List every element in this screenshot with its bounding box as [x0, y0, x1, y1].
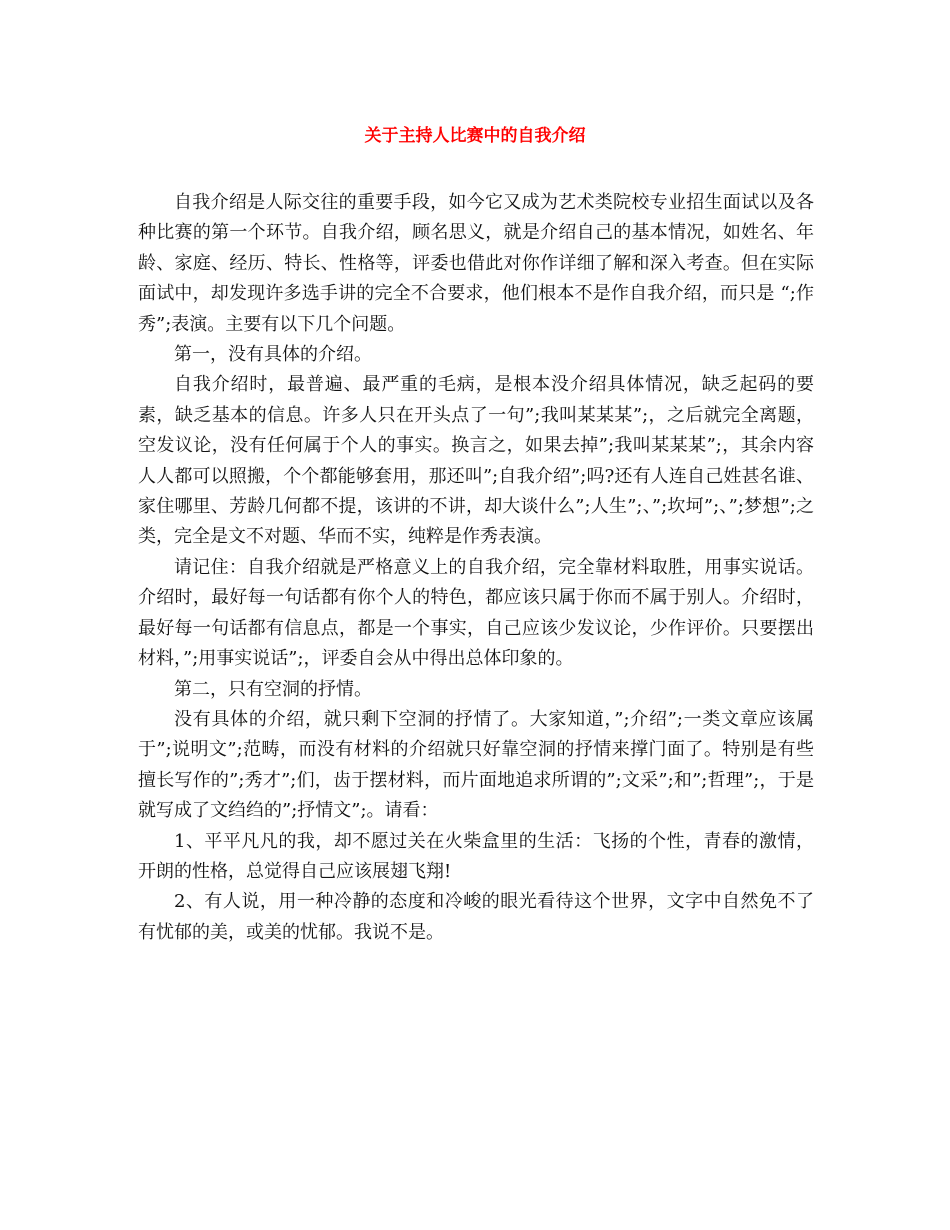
paragraph-intro: 自我介绍是人际交往的重要手段，如今它又成为艺术类院校专业招生面试以及各种比赛的第一个环节。自我介绍，顾名思义，就是介绍自己的基本情况，如姓名、年龄、家庭、经历、特长、性格等，评委也借此对你作详细了解和深入考查。但在实际面试中，却发现许多选手讲的完全不合要求，他们根本不是作自我介绍，而只是 “;作秀”;表演。主要有以下几个问题。 [138, 192, 814, 335]
paragraph-example-2: 2、有人说，用一种冷静的态度和冷峻的眼光看待这个世界，文字中自然免不了有忧郁的美，或美的忧郁。我说不是。 [138, 891, 814, 943]
paragraph-heading-1: 第一，没有具体的介绍。 [174, 344, 372, 366]
paragraph-remember: 请记住：自我介绍就是严格意义上的自我介绍，完全靠材料取胜，用事实说话。介绍时，最好每一句话都有你个人的特色，都应该只属于你而不属于别人。介绍时，最好每一句话都有信息点，都是一个事实，自己应该少发议论，少作评价。只要摆出材料，”;用事实说话”;，评委自会从中得出总体印象的。 [138, 556, 814, 670]
document-title: 关于主持人比赛中的自我介绍 [364, 126, 586, 146]
paragraph-point-1: 自我介绍时，最普遍、最严重的毛病，是根本没介绍具体情况，缺乏起码的要素，缺乏基本的信息。许多人只在开头点了一句”;我叫某某某”;，之后就完全离题，空发议论，没有任何属于个人的事实。换言之，如果去掉”;我叫某某某”;，其余内容人人都可以照搬，个个都能够套用，那还叫”;自我介绍”;吗?还有人连自己姓甚名谁、家住哪里、芳龄几何都不提，该讲的不讲，却大谈什么”;人生”;、”;坎坷”;、”;梦想”;之类，完全是文不对题、华而不实，纯粹是作秀表演。 [138, 374, 814, 548]
paragraph-heading-2: 第二，只有空洞的抒情。 [174, 678, 372, 700]
document-body [138, 188, 814, 948]
paragraph-point-2: 没有具体的介绍，就只剩下空洞的抒情了。大家知道，”;介绍”;一类文章应该属于”;说明文”;范畴，而没有材料的介绍就只好靠空洞的抒情来撑门面了。特别是有些擅长写作的”;秀才”;们，齿于摆材料，而片面地追求所谓的”;文采”;和”;哲理”;，于是就写成了文绉绉的”;抒情文”;。请看： [138, 708, 814, 822]
paragraph-example-1: 1、平平凡凡的我，却不愿过关在火柴盒里的生活：飞扬的个性，青春的激情，开朗的性格，总觉得自己应该展翅飞翔! [138, 830, 814, 882]
